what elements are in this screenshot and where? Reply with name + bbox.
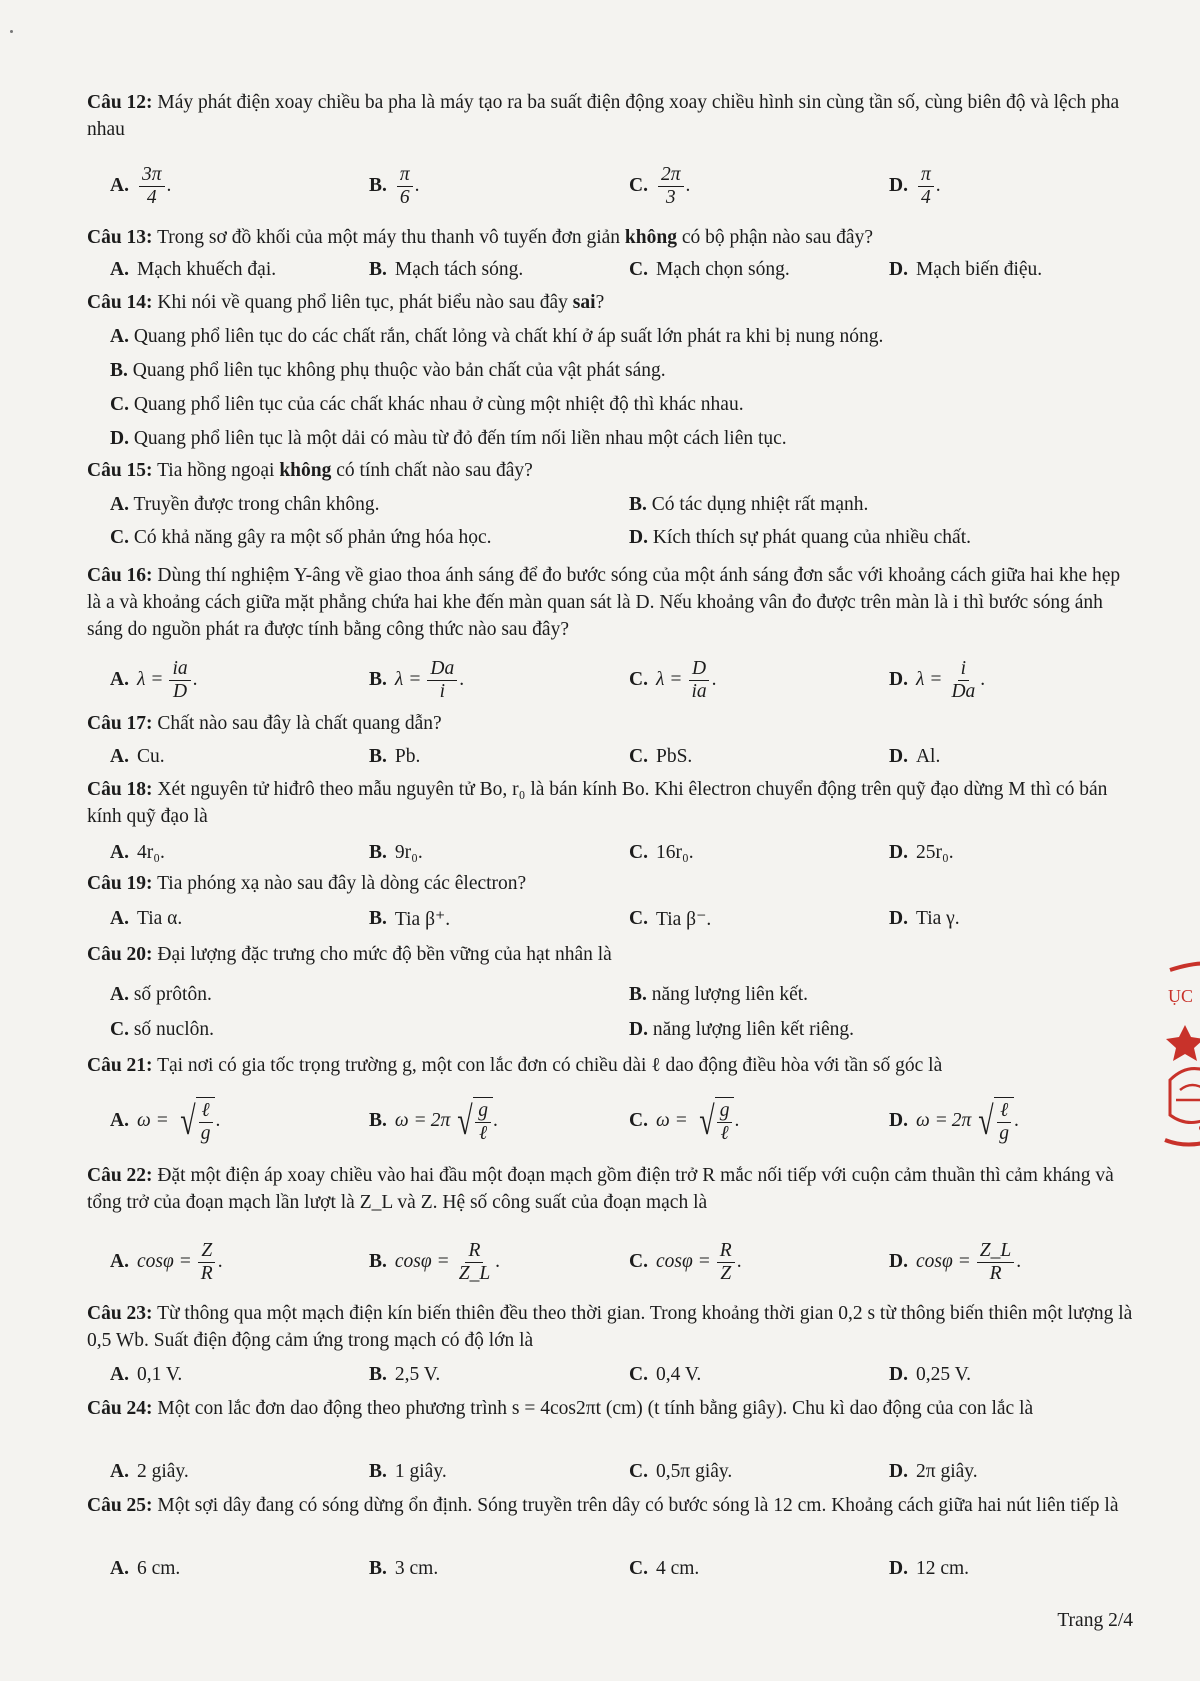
q18-options: [0, 837, 1200, 869]
option-a[interactable]: A. 0,1 V.: [110, 1364, 183, 1385]
option-c[interactable]: C. ω = √ $\frac{g}{\text{ℓ}}$ .: [629, 1098, 740, 1144]
svg-text:ỤC: ỤC: [1168, 986, 1194, 1006]
option-b[interactable]: B. cosφ = $\frac{R}{Z\_L}$ .: [369, 1239, 501, 1284]
question-20: Câu 20: Đại lượng đặc trưng cho mức độ bền vững của hạt nhân là: [87, 944, 612, 965]
q17-options: [0, 741, 1200, 773]
option-b[interactable]: B. Pb.: [369, 746, 421, 767]
option-c[interactable]: C. Mạch chọn sóng.: [629, 259, 790, 280]
question-25: Câu 25: Một sợi dây đang có sóng dừng ổn định. Sóng truyền trên dây có bước sóng là 12 cm. Khoảng cách giữa hai nút liên tiếp là: [87, 1495, 1119, 1516]
option-b[interactable]: B. Mạch tách sóng.: [369, 259, 524, 280]
stamp-seal-icon: [1160, 950, 1200, 1170]
option-d[interactable]: D. 12 cm.: [889, 1558, 970, 1579]
option-a[interactable]: A. 2 giây.: [110, 1461, 189, 1482]
question-22: Câu 22: Đặt một điện áp xoay chiều vào hai đầu một đoạn mạch gồm điện trở R mắc nối tiếp với cuộn cảm thuần thì cảm kháng và tổng trở của đoạn mạch lần lượt là Z_L và Z. Hệ số công suất của đoạn mạch là: [87, 1165, 1114, 1213]
option-a[interactable]: A. cosφ = $\frac{Z}{R}$ .: [110, 1239, 223, 1284]
question-24: Câu 24: Một con lắc đơn dao động theo phương trình s = 4cos2πt (cm) (t tính bằng giây). Chu kì dao động của con lắc là: [87, 1398, 1034, 1419]
option-b[interactable]: B. 1 giây.: [369, 1461, 447, 1482]
q24-options: [0, 1456, 1200, 1488]
question-17: Câu 17: Chất nào sau đây là chất quang dẫn?: [87, 713, 442, 734]
option-d[interactable]: D. 25r₀.: [889, 842, 954, 863]
option-c[interactable]: C. Tia β⁻.: [629, 908, 712, 930]
option-a[interactable]: A. Truyền được trong chân không.: [110, 494, 380, 515]
option-c[interactable]: C. λ = $\frac{D}{ia}$ .: [629, 657, 717, 702]
option-d[interactable]: D. cosφ = $\frac{Z\_L}{R}$ .: [889, 1239, 1022, 1284]
question-19: Câu 19: Tia phóng xạ nào sau đây là dòng các êlectron?: [87, 873, 527, 894]
option-a[interactable]: A. Tia α.: [110, 908, 183, 929]
option-c[interactable]: C. 4 cm.: [629, 1558, 700, 1579]
option-d[interactable]: D. năng lượng liên kết riêng.: [629, 1019, 855, 1040]
option-d[interactable]: D. λ = $\frac{i}{Da}$ .: [889, 657, 986, 702]
option-b[interactable]: B. 3 cm.: [369, 1558, 439, 1579]
q23-options: [0, 1359, 1200, 1391]
question-21: Câu 21: Tại nơi có gia tốc trọng trường g, một con lắc đơn có chiều dài ℓ dao động điều hòa với tần số góc là: [87, 1055, 943, 1076]
q12-options: [0, 158, 1200, 214]
option-d[interactable]: D. $\frac{\pi}{4}$ .: [889, 163, 941, 208]
option-d[interactable]: D. Kích thích sự phát quang của nhiều chất.: [629, 527, 971, 548]
option-b[interactable]: B. λ = $\frac{Da}{i}$ .: [369, 657, 465, 702]
option-a[interactable]: A. ω = √ $\frac{\text{ℓ}}{g}$ .: [110, 1098, 221, 1144]
option-b[interactable]: B. năng lượng liên kết.: [629, 984, 809, 1005]
option-c[interactable]: C. $\frac{2\pi}{3}$ .: [629, 163, 691, 208]
option-b[interactable]: B. ω = 2π √ $\frac{g}{\text{ℓ}}$ .: [369, 1098, 498, 1144]
option-b[interactable]: B. Tia β⁺.: [369, 908, 451, 930]
option-b[interactable]: B. Quang phổ liên tục không phụ thuộc vào bản chất của vật phát sáng.: [110, 360, 666, 381]
option-d[interactable]: D. 0,25 V.: [889, 1364, 972, 1385]
option-c[interactable]: C. 0,5π giây.: [629, 1461, 733, 1482]
question-number: Câu 12:: [87, 92, 153, 113]
question-12: [87, 89, 1137, 143]
question-text: Máy phát điện xoay chiều ba pha là máy tạo ra ba suất điện động xoay chiều hình sin cùng tần số, cùng biên độ và lệch pha nhau: [87, 92, 1120, 140]
q25-options: [0, 1553, 1200, 1585]
option-a[interactable]: A. 6 cm.: [110, 1558, 181, 1579]
option-a[interactable]: A. Cu.: [110, 746, 165, 767]
question-23: Câu 23: Từ thông qua một mạch điện kín biến thiên đều theo thời gian. Trong khoảng thời gian 0,2 s từ thông biến thiên một lượng là 0,5 Wb. Suất điện động cảm ứng trong mạch có độ lớn là: [87, 1303, 1133, 1351]
question-18: Câu 18: Xét nguyên tử hiđrô theo mẫu nguyên tử Bo, r₀ là bán kính Bo. Khi êlectron chuyển động trên quỹ đạo dừng M thì có bán kính quỹ đạo là: [87, 779, 1108, 827]
option-c[interactable]: C. Quang phổ liên tục của các chất khác nhau ở cùng một nhiệt độ thì khác nhau.: [110, 394, 744, 415]
option-b[interactable]: B. 2,5 V.: [369, 1364, 441, 1385]
option-d[interactable]: D. Mạch biến điệu.: [889, 259, 1043, 280]
option-d[interactable]: D. Al.: [889, 746, 941, 767]
option-c[interactable]: C. PbS.: [629, 746, 693, 767]
option-c[interactable]: C. Có khả năng gây ra một số phản ứng hóa học.: [110, 527, 492, 548]
option-a[interactable]: A. Mạch khuếch đại.: [110, 259, 277, 280]
question-16: Câu 16: Dùng thí nghiệm Y-âng về giao thoa ánh sáng để đo bước sóng của một ánh sáng đơn sắc với khoảng cách giữa hai khe hẹp là a và khoảng cách giữa mặt phẳng chứa hai khe đến màn quan sát là D. Nếu khoảng vân đo được trên màn là i thì bước sóng ánh sáng do nguồn phát ra được tính bằng công thức nào sau đây?: [87, 565, 1121, 640]
q19-options: [0, 903, 1200, 935]
option-a[interactable]: A. số prôtôn.: [110, 984, 212, 1005]
option-d[interactable]: D. 2π giây.: [889, 1461, 978, 1482]
question-14: Câu 14: Khi nói về quang phổ liên tục, phát biểu nào sau đây sai?: [87, 292, 605, 313]
option-a[interactable]: A. $\frac{3\pi}{4}$ .: [110, 163, 172, 208]
option-c[interactable]: C. 0,4 V.: [629, 1364, 702, 1385]
option-a[interactable]: A. 4r₀.: [110, 842, 165, 863]
option-c[interactable]: C. 16r₀.: [629, 842, 694, 863]
option-b[interactable]: B. Có tác dụng nhiệt rất mạnh.: [629, 494, 869, 515]
page-number: Trang 2/4: [1057, 1610, 1133, 1631]
option-d[interactable]: D. Quang phổ liên tục là một dải có màu từ đỏ đến tím nối liền nhau một cách liên tục.: [110, 428, 787, 449]
option-b[interactable]: B. $\frac{\pi}{6}$ .: [369, 163, 420, 208]
question-13: Câu 13: Trong sơ đồ khối của một máy thu thanh vô tuyến đơn giản không có bộ phận nào sau đây?: [87, 227, 873, 248]
scan-speck: [10, 30, 13, 33]
option-c[interactable]: C. cosφ = $\frac{R}{Z}$ .: [629, 1239, 742, 1284]
question-15: Câu 15: Tia hồng ngoại không có tính chất nào sau đây?: [87, 460, 533, 481]
q21-options: [0, 1088, 1200, 1154]
option-a[interactable]: A. Quang phổ liên tục do các chất rắn, chất lỏng và chất khí ở áp suất lớn phát ra khi bị nung nóng.: [110, 326, 884, 347]
q22-options: [0, 1234, 1200, 1290]
q16-options: [0, 652, 1200, 708]
option-c[interactable]: C. số nuclôn.: [110, 1019, 215, 1040]
option-a[interactable]: A. λ = $\frac{ia}{D}$ .: [110, 657, 198, 702]
q13-options: [0, 253, 1200, 287]
option-d[interactable]: D. ω = 2π √ $\frac{\text{ℓ}}{g}$ .: [889, 1098, 1019, 1144]
option-b[interactable]: B. 9r₀.: [369, 842, 423, 863]
option-d[interactable]: D. Tia γ.: [889, 908, 960, 929]
